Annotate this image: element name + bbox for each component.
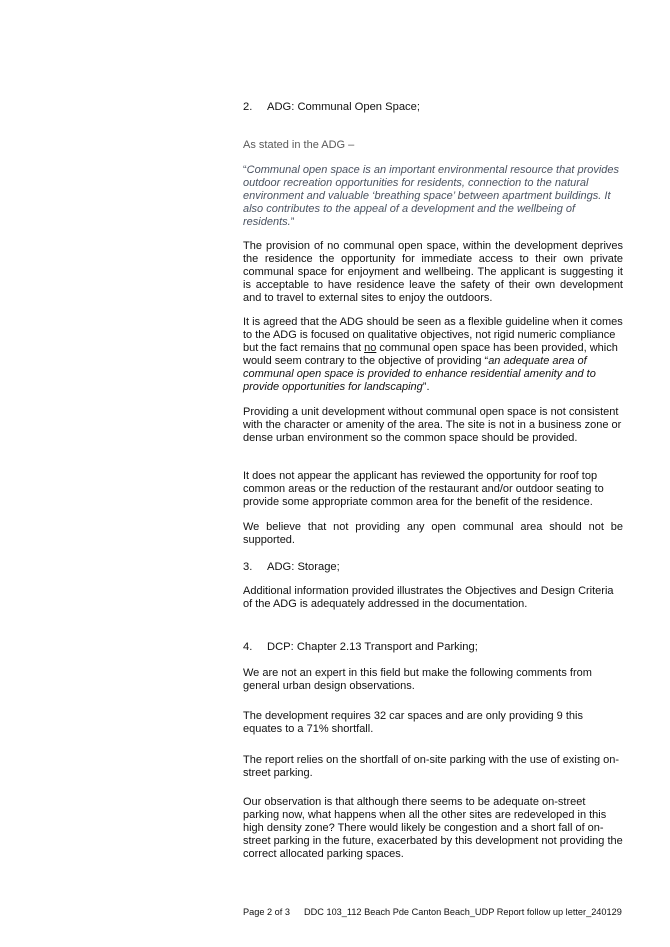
page-number: Page 2 of 3 xyxy=(243,907,290,917)
section-heading-4 xyxy=(243,641,623,654)
document-reference: DDC 103_112 Beach Pde Canton Beach_UDP Report follow up letter_240129 xyxy=(304,907,622,917)
quote-intro: As stated in the ADG – xyxy=(243,139,355,151)
paragraph: The report relies on the shortfall of on-site parking with the use of existing on-street parking. xyxy=(243,754,620,779)
emphasis-underline: no xyxy=(364,342,377,354)
section-number: 3. xyxy=(243,561,253,573)
paragraph: The provision of no communal open space, within the development deprives the residence the opportunity for immediate access to their own private communal space for enjoyment and wellbeing. The applicant is suggesting it is acceptable to have residence leave the safety of their own development and to travel to external sites to enjoy the outdoors. xyxy=(243,240,623,304)
objective-quote: an adequate area of communal open space is provided to enhance residential amenity and to provide opportunities for landscaping xyxy=(243,355,596,393)
section-title: DCP: Chapter 2.13 Transport and Parking; xyxy=(267,641,478,653)
paragraph: Additional information provided illustrates the Objectives and Design Criteria of the ADG is adequately addressed in the documentation. xyxy=(243,585,614,610)
paragraph: It does not appear the applicant has reviewed the opportunity for roof top common areas or the reduction of the restaurant and/or outdoor seating to provide some appropriate common area for the benefit of the residence. xyxy=(243,470,604,508)
paragraph: We are not an expert in this field but make the following comments from general urban design observations. xyxy=(243,667,592,692)
section-title: ADG: Storage; xyxy=(267,561,340,573)
section-title: ADG: Communal Open Space; xyxy=(267,101,420,113)
section-heading-2 xyxy=(243,101,623,114)
paragraph: The development requires 32 car spaces and are only providing 9 this equates to a 71% shortfall. xyxy=(243,710,583,735)
adg-quote: “Communal open space is an important environmental resource that provides outdoor recreation opportunities for residents, connection to the natural environment and valuable ‘breathing space’ between apartment buildings. It also contributes to the appeal of a development and the wellbeing of residents.” xyxy=(243,164,620,228)
section-number: 2. xyxy=(243,101,253,113)
paragraph: We believe that not providing any open communal area should not be supported. xyxy=(243,521,623,546)
paragraph: Our observation is that although there seems to be adequate on-street parking now, what happens when all the other sites are redeveloped in this high density zone? There would likely be congestion and a short fall of on-street parking in the future, exacerbated by this development not providing the correct allocated parking spaces. xyxy=(243,796,623,860)
paragraph: Providing a unit development without communal open space is not consistent with the character or amenity of the area. The site is not in a business zone or dense urban environment so the common space should be provided. xyxy=(243,406,622,444)
section-heading-3 xyxy=(243,561,623,574)
quote-text: Communal open space is an important environmental resource that provides outdoor recreation opportunities for residents, connection to the natural environment and valuable ‘breathing space’ between apartment buildings. It also contributes to the appeal of a development and the wellbeing of residents. xyxy=(243,164,620,228)
paragraph: It is agreed that the ADG should be seen as a flexible guideline when it comes to the ADG is focused on qualitative objectives, not rigid numeric compliance but the fact remains that no communal open space has been provided, which would seem contrary to the objective of providing “an adequate area of communal open space is provided to enhance residential amenity and to provide opportunities for landscaping”. xyxy=(243,316,623,393)
section-number: 4. xyxy=(243,641,253,653)
page-footer xyxy=(243,907,622,917)
